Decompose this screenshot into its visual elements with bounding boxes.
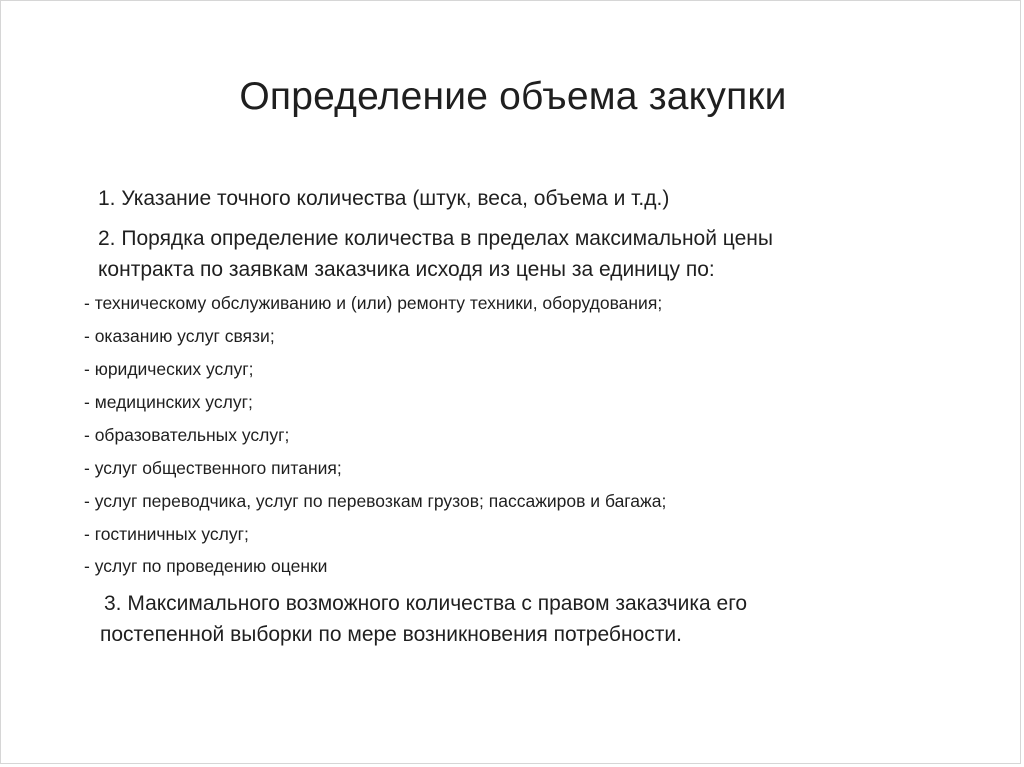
sub-item: - медицинских услуг; xyxy=(84,392,253,412)
list-item-2-line-1: 2. Порядка определение количества в пределах максимальной цены xyxy=(98,227,773,250)
list-item-2-line-2: контракта по заявкам заказчика исходя из цены за единицу по: xyxy=(98,258,715,281)
sub-item: - техническому обслуживанию и (или) ремонту техники, оборудования; xyxy=(84,293,663,313)
sub-item: - услуг по проведению оценки xyxy=(84,556,328,576)
list-item-3-line-2: постепенной выборки по мере возникновения потребности. xyxy=(100,623,682,646)
slide-title: Определение объема закупки xyxy=(239,75,787,118)
sub-item: - образовательных услуг; xyxy=(84,425,290,445)
sub-item: - услуг общественного питания; xyxy=(84,458,342,478)
sub-item: - услуг переводчика, услуг по перевозкам грузов; пассажиров и багажа; xyxy=(84,491,667,511)
list-item-3-line-1: 3. Максимального возможного количества с правом заказчика его xyxy=(104,592,748,615)
list-item-1: 1. Указание точного количества (штук, веса, объема и т.д.) xyxy=(98,187,670,210)
sub-item: - юридических услуг; xyxy=(84,359,254,379)
sub-item: - гостиничных услуг; xyxy=(84,524,249,544)
sub-item: - оказанию услуг связи; xyxy=(84,326,275,346)
